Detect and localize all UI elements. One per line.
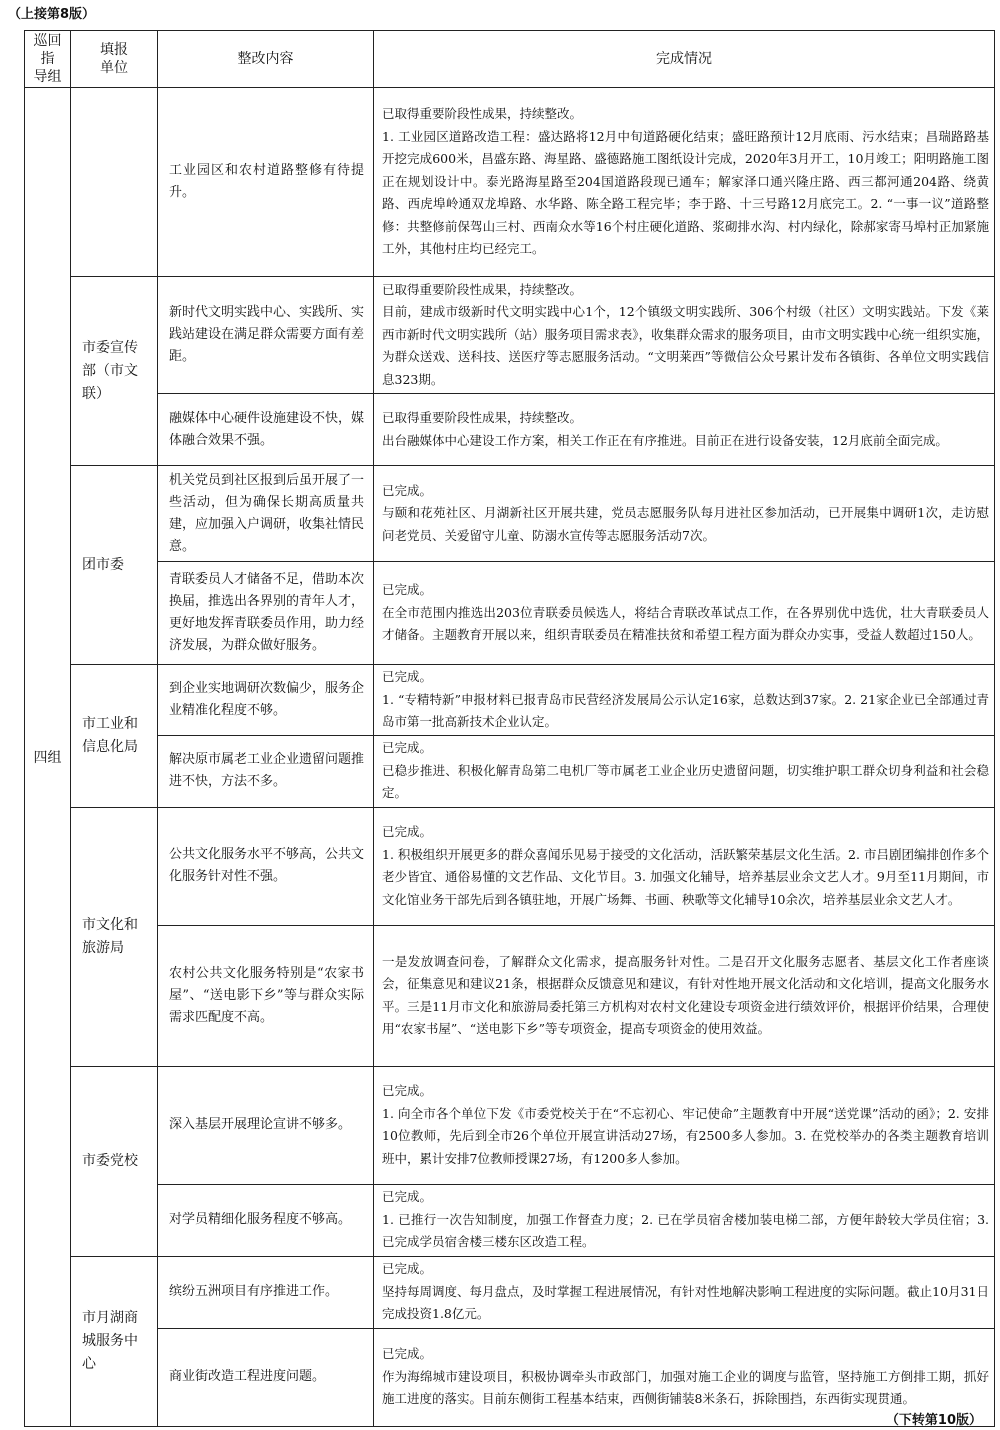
table-row	[25, 665, 995, 736]
result-cell: 已完成。 坚持每周调度、每月盘点，及时掌握工程进展情况，有针对性地解决影响工程进度的实际问题。截止10月31日完成投资1.8亿元。	[374, 1256, 995, 1328]
result-cell: 已完成。 1. 已推行一次告知制度，加强工作督查力度；2. 已在学员宿舍楼加装电梯二部，方便年龄较大学员住宿；3. 已完成学员宿舍楼三楼东区改造工程。	[374, 1184, 995, 1256]
unit-cell: 团市委	[71, 466, 158, 665]
issue-cell: 青联委员人才储备不足，借助本次换届，推选出各界别的青年人才，更好地发挥青联委员作用，助力经济发展，为群众做好服务。	[158, 562, 374, 665]
issue-cell: 解决原市属老工业企业遗留问题推进不快，方法不多。	[158, 735, 374, 807]
issue-cell: 融媒体中心硬件设施建设不快，媒体融合效果不强。	[158, 394, 374, 466]
table-row	[25, 466, 995, 562]
table-row	[25, 1066, 995, 1184]
issue-cell: 深入基层开展理论宣讲不够多。	[158, 1066, 374, 1184]
unit-cell: 市文化和旅游局	[71, 807, 158, 1066]
result-cell: 已完成。 1. “专精特新”申报材料已报青岛市民营经济发展局公示认定16家，总数达到37家。2. 21家企业已全部通过青岛市第一批高新技术企业认定。	[374, 665, 995, 736]
issue-cell: 商业街改造工程进度问题。	[158, 1328, 374, 1426]
header-content: 整改内容	[158, 31, 374, 88]
table-row	[25, 394, 995, 466]
result-cell: 已完成。 1. 向全市各个单位下发《市委党校关于在“不忘初心、牢记使命”主题教育中开展“送党课”活动的函》；2. 安排10位教师，先后到全市26个单位开展宣讲活动27场，有2500多人参加。3. 在党校举办的各类主题教育培训班中，累计安排7位教师授课27场，有1200多人参加。	[374, 1066, 995, 1184]
issue-cell: 工业园区和农村道路整修有待提升。	[158, 88, 374, 277]
result-cell: 已取得重要阶段性成果，持续整改。 目前，建成市级新时代文明实践中心1个，12个镇级文明实践所、306个村级（社区）文明实践站。下发《莱西市新时代文明实践所（站）服务项目需求表》，收集群众需求的服务项目，由市文明实践中心统一组织实施，为群众送戏、送科技、送医疗等志愿服务活动。“文明莱西”等微信公众号累计发布各镇街、各单位文明实践信息323期。	[374, 277, 995, 394]
table-row	[25, 1184, 995, 1256]
issue-cell: 新时代文明实践中心、实践所、实践站建设在满足群众需要方面有差距。	[158, 277, 374, 394]
issue-cell: 对学员精细化服务程度不够高。	[158, 1184, 374, 1256]
unit-cell: 市月湖商城服务中心	[71, 1256, 158, 1426]
result-cell: 已完成。 与颐和花苑社区、月湖新社区开展共建，党员志愿服务队每月进社区参加活动，已开展集中调研1次，走访慰问老党员、关爱留守儿童、防溺水宣传等志愿服务活动7次。	[374, 466, 995, 562]
table-row	[25, 735, 995, 807]
table-row	[25, 277, 995, 394]
issue-cell: 机关党员到社区报到后虽开展了一些活动，但为确保长期高质量共建，应加强入户调研，收集社情民意。	[158, 466, 374, 562]
table-row	[25, 562, 995, 665]
result-cell: 已完成。 在全市范围内推选出203位青联委员候选人，将结合青联改革试点工作，在各界别优中选优，壮大青联委员人才储备。主题教育开展以来，组织青联委员在精准扶贫和希望工程方面为群众办实事，受益人数超过150人。	[374, 562, 995, 665]
result-cell: 一是发放调查问卷，了解群众文化需求，提高服务针对性。二是召开文化服务志愿者、基层文化工作者座谈会，征集意见和建议21条，根据群众反馈意见和建议，有针对性地开展文化活动和文化培训，提高文化服务水平。三是11月市文化和旅游局委托第三方机构对农村文化建设专项资金进行绩效评价，根据评价结果，合理使用“农家书屋”、“送电影下乡”等专项资金，提高专项资金的使用效益。	[374, 925, 995, 1066]
issue-cell: 公共文化服务水平不够高，公共文化服务针对性不强。	[158, 807, 374, 925]
continued-to-note: （下转第10版）	[885, 1413, 982, 1428]
table-row	[25, 88, 995, 277]
table-row	[25, 925, 995, 1066]
header-row	[25, 31, 995, 88]
result-cell: 已完成。 作为海绵城市建设项目，积极协调牵头市政部门，加强对施工企业的调度与监管，坚持施工方倒排工期，抓好施工进度的落实。目前东侧街工程基本结束，西侧街铺装8米条石，拆除围挡，东西街实现贯通。	[374, 1328, 995, 1426]
rectification-table	[24, 30, 995, 1427]
result-cell: 已取得重要阶段性成果，持续整改。 1. 工业园区道路改造工程：盛达路将12月中旬道路硬化结束；盛旺路预计12月底雨、污水结束；昌瑞路路基开挖完成600米，昌盛东路、海星路、盛德路施工图纸设计完成，2020年3月开工，10月竣工；阳明路施工图正在规划设计中。泰光路海星路至204国道路段现已通车；解家泽口通兴隆庄路、西三都河通204路、绕黄路、西虎埠岭通双龙埠路、水华路、陈全路工程完毕；李于路、十三号路12月底完工。2. “一事一议”道路整修：共整修前保驾山三村、西南众水等16个村庄硬化道路、浆砌排水沟、村内绿化，除郝家寄马埠村正加紧施工外，其他村庄均已经完工。	[374, 88, 995, 277]
table-row	[25, 1328, 995, 1426]
header-status: 完成情况	[374, 31, 995, 88]
unit-cell: 市工业和信息化局	[71, 665, 158, 808]
group-cell: 四组	[25, 88, 71, 1427]
issue-cell: 到企业实地调研次数偏少，服务企业精准化程度不够。	[158, 665, 374, 736]
continued-from-note: （上接第8版）	[8, 7, 96, 22]
issue-cell: 缤纷五洲项目有序推进工作。	[158, 1256, 374, 1328]
unit-cell: 市委宣传部（市文联）	[71, 277, 158, 466]
table-row	[25, 807, 995, 925]
header-group: 巡回指 导组	[25, 31, 71, 88]
unit-cell	[71, 88, 158, 277]
table-row	[25, 1256, 995, 1328]
header-unit: 填报 单位	[71, 31, 158, 88]
result-cell: 已完成。 已稳步推进、积极化解青岛第二电机厂等市属老工业企业历史遗留问题，切实维护职工群众切身利益和社会稳定。	[374, 735, 995, 807]
unit-cell: 市委党校	[71, 1066, 158, 1256]
result-cell: 已完成。 1. 积极组织开展更多的群众喜闻乐见易于接受的文化活动，活跃繁荣基层文化生活。2. 市吕剧团编排创作多个老少皆宜、通俗易懂的文艺作品、文化节目。3. 加强文化辅导，培养基层业余文艺人才。9月至11月期间，市文化馆业务干部先后到各镇驻地，开展广场舞、书画、秧歌等文化辅导10余次，培养基层业余文艺人才。	[374, 807, 995, 925]
issue-cell: 农村公共文化服务特别是“农家书屋”、“送电影下乡”等与群众实际需求匹配度不高。	[158, 925, 374, 1066]
result-cell: 已取得重要阶段性成果，持续整改。 出台融媒体中心建设工作方案，相关工作正在有序推进。目前正在进行设备安装，12月底前全面完成。	[374, 394, 995, 466]
